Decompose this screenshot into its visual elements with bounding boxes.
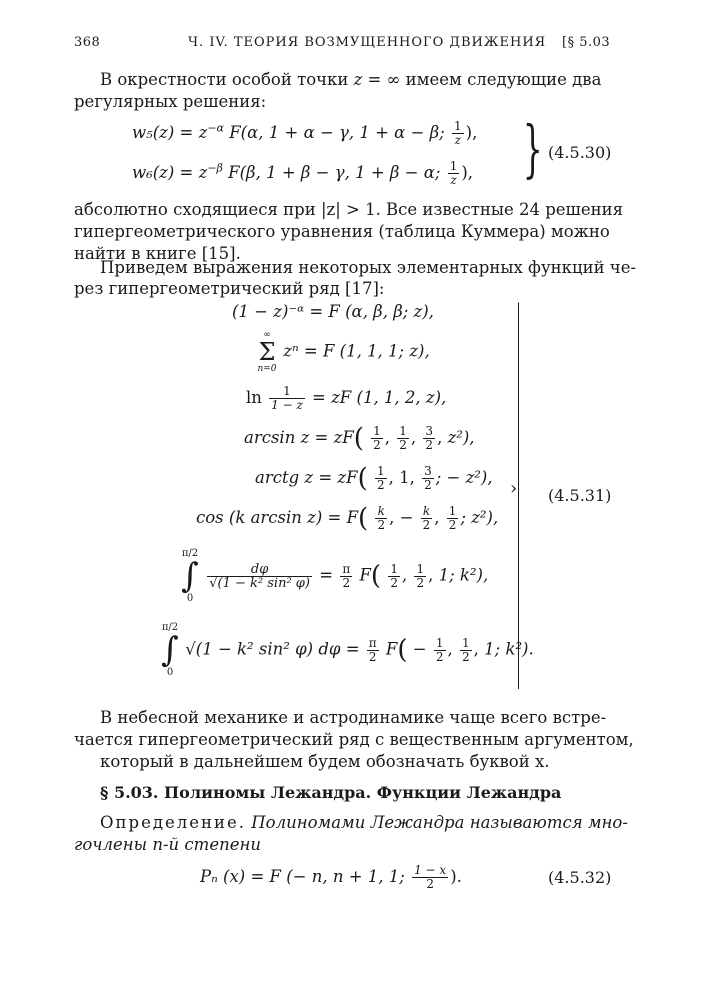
eq31-row7: π/2 ∫ 0 $\frac{d\varphi}{\text{√(1 − k² sin² φ)}}$ = $\frac{\pi}{2}$ F( $\frac{1}{2}$ , $\frac{1}{2}$ , 1; k²), [181,548,489,604]
para3-line1: Приведем выражения некоторых элементарных функций че- [100,258,637,277]
eq31-row5: arctg z = zF( $\frac{1}{2}$ , 1, $\frac{3}{2}$ ; − z²), [255,463,493,494]
para2-line3: найти в книге [15]. [74,244,241,263]
para2-line1: абсолютно сходящиеся при |z| > 1. Все известные 24 решения [74,200,624,219]
eq-label-4-5-32: (4.5.32) [548,868,612,887]
para4-line1: В небесной механике и астродинамике чаще всего встре- [100,708,607,727]
running-title: Ч. IV. ТЕОРИЯ ВОЗМУЩЕННОГО ДВИЖЕНИЯ [188,35,547,50]
eq-w6: $w_6(z) = z^{-\beta}$ F(β, 1 + β − γ, 1 + β − α; $\frac{1}{z}$ ), [132,159,474,187]
eq31-row3: ln $\frac{1}{1 - z}$ = zF (1, 1, 2, z), [246,384,447,412]
definition-line1: Определение. Полиномами Лежандра называются мно- [100,813,628,832]
infinity-point: z = ∞ [353,70,401,89]
eq31-row8: π/2 ∫ 0 √(1 − k² sin² φ) dφ = $\frac{\pi}{2}$ F( − $\frac{1}{2}$ , $\frac{1}{2}$ , 1; k²). [161,622,534,678]
para1-line1: В окрестности особой точки z = ∞ имеем следующие два [100,70,602,89]
para2-line2: гипергеометрического уравнения (таблица Куммера) можно [74,222,610,241]
eq-label-4-5-30: (4.5.30) [548,143,612,162]
para4-line2: чается гипергеометрический ряд с вещественным аргументом, [74,730,634,749]
eq31-row1: (1 − z)⁻ᵅ = F (α, β, β; z), [232,302,434,321]
eq31-row4: arcsin z = zF( $\frac{1}{2}$ , $\frac{1}{2}$ , $\frac{3}{2}$ , z²), [244,423,475,454]
section-heading: § 5.03. Полиномы Лежандра. Функции Лежандра [100,783,562,802]
brace-tip: › [510,478,518,499]
page-number: 368 [74,35,101,50]
eq-4-5-32: Pₙ (x) = F (− n, n + 1, 1; $\frac{1 - x}{2}$ ). [200,863,462,891]
section-ref: [§ 5.03 [562,35,611,50]
eq-w5: $w_5(z) = z^{-\alpha}$ F(α, 1 + α − γ, 1 + α − β; $\frac{1}{z}$ ), [132,119,478,147]
sum-symbol: ∞ Σ n=0 [257,330,277,374]
para4-line3: который в дальнейшем будем обозначать буквой x. [100,752,550,771]
para1-line2: регулярных решения: [74,92,267,111]
eq-label-4-5-31: (4.5.31) [548,486,612,505]
para3-line2: рез гипергеометрический ряд [17]: [74,279,385,298]
eq31-row2: ∞ Σ n=0 zⁿ = F (1, 1, 1; z), [257,330,430,374]
integral-symbol-2: π/2 ∫ 0 [161,622,179,678]
definition-line2: гочлены n-й степени [74,835,261,854]
integral-symbol: π/2 ∫ 0 [181,548,199,604]
brace-4-5-30: } [522,112,543,185]
eq31-row6: cos (k arcsin z) = F( $\frac{k}{2}$ , − $\frac{k}{2}$ , $\frac{1}{2}$ ; z²), [196,503,499,534]
